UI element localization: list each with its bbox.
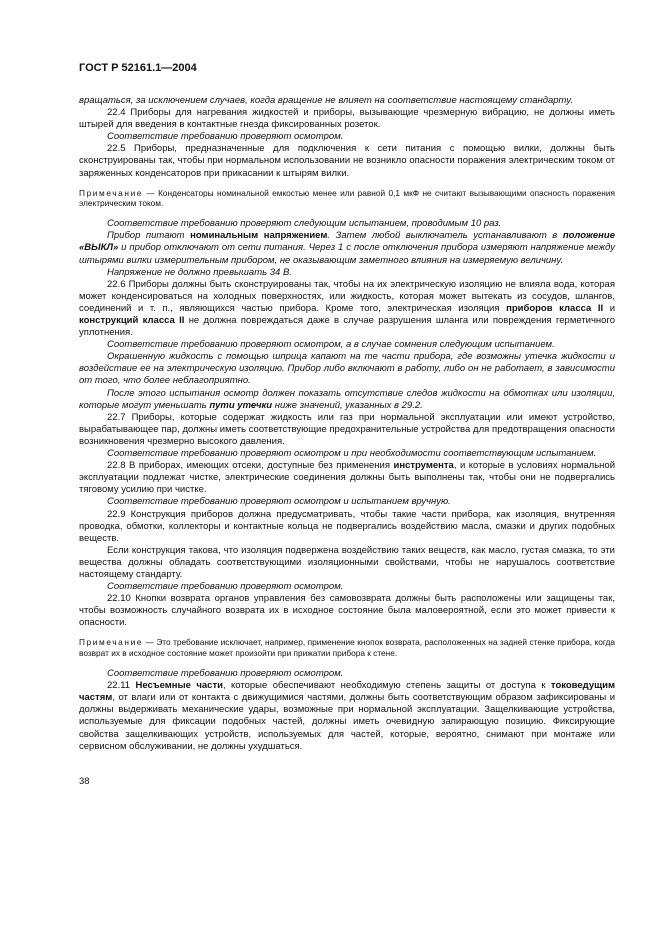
term-text: пути утечки: [209, 399, 273, 411]
paragraph-text: Напряжение не должно превышать 34 В.: [107, 266, 292, 278]
paragraph-text: 22.4 Приборы для нагревания жидкостей и приборы, вызывающие чрезмерную вибрацию, не должны иметь штырей для введения в контактные гнезда фиксированных розеток.: [79, 107, 615, 131]
paragraph: [79, 509, 615, 545]
paragraph: [79, 107, 615, 131]
paragraph: [79, 267, 615, 279]
paragraph: [79, 593, 615, 629]
paragraph: [79, 230, 615, 266]
paragraph-text: 22.11: [107, 680, 136, 692]
paragraph-text: , которые обеспечивают необходимую степень защиты от доступа к: [222, 680, 551, 692]
paragraph-text: Соответствие требованию проверяют осмотром.: [107, 668, 344, 680]
term-text: Несъемные части: [135, 680, 223, 692]
paragraph-text: , и которые в условиях нормальной эксплуатации подлежат чистке, электрические соединения должны быть выполнены так, чтобы они не подвергались тяговому усилию при чистке.: [79, 460, 616, 496]
paragraph: [79, 351, 615, 387]
paragraph-text: , от влаги или от контакта с движущимися частями, должны быть соответствующим образом зафиксированы и должны выдерживать механические удары, возможные при нормальной эксплуатации. Защелкивающие устройства, используемые для фиксации подобных частей, должны иметь очевидную запирающую позицию. Фиксирующие свойства защелкивающих устройств, используемых для частей, которые, вероятно, снимают при монтаже или сервисном обслуживании, не должны ухудшаться.: [79, 692, 615, 752]
paragraph-text: Прибор питают: [107, 230, 191, 242]
paragraph-text: Соответствие требованию проверяют следующим испытанием, проводимым 10 раз.: [107, 218, 502, 230]
paragraph: [79, 131, 615, 143]
paragraph-text: . Затем любой выключатель устанавливают в: [327, 230, 563, 242]
paragraph-text: После этого испытания осмотр должен показать отсутствие следов жидкости на обмотках или изоляции, которые могут уменьшать: [79, 387, 615, 411]
term-text: инструмента: [393, 460, 454, 472]
paragraph: [79, 448, 615, 460]
paragraph-text: 22.10 Кнопки возврата органов управления без самовозврата должны быть расположены или защищены так, чтобы возможность случайного возврата их в исходное состояние была маловероятной, если это может привести к опасности.: [79, 593, 615, 629]
term-text: токоведущим частям: [79, 680, 615, 704]
paragraph-text: 22.5 Приборы, предназначенные для подключения к сети питания с помощью вилки, должны быть сконструированы так, чтобы при нормальном использовании не возникло опасности поражения электрическим током от заряженных конденсаторов при прикасании к штырям вилки.: [79, 143, 615, 179]
note-label: Примечание: [79, 637, 144, 648]
paragraph-text: Соответствие требованию проверяют осмотром.: [107, 581, 344, 593]
paragraph: [79, 388, 615, 412]
paragraph-text: 22.6 Приборы должны быть сконструированы так, чтобы на их электрическую изоляцию не влияла вода, которая может конденсироваться на холодных поверхностях, или жидкость, которая может вытекать из сосудов, шлангов, соединений и т. п., являющихся частью прибора. Кроме того, электрическая изоляция: [79, 278, 615, 314]
paragraph-text: 22.8 В приборах, имеющих отсеки, доступные без применения: [107, 460, 394, 472]
paragraph-text: Окрашенную жидкость с помощью шприца капают на те части прибора, где возможны утечка жидкости и воздействие ее на электрическую изоляцию. Прибор либо включают в работу, либо он не работает, в зависимости от того, что более неблагоприятно.: [79, 351, 615, 387]
paragraph: [79, 339, 615, 351]
document-header: ГОСТ Р 52161.1—2004: [79, 62, 197, 74]
note-label: Примечание: [79, 187, 144, 198]
paragraph-text: Соответствие требованию проверяют осмотром и при необходимости соответствующим испытанием.: [107, 448, 597, 460]
paragraph: [79, 496, 615, 508]
paragraph: [79, 95, 615, 107]
paragraph: [79, 680, 615, 753]
paragraph: [79, 545, 615, 581]
paragraph-text: 22.9 Конструкция приборов должна предусматривать, чтобы такие части прибора, как изоляция, внутренняя проводка, обмотки, коллекторы и контактные кольца не подвергались воздействию масла, смазки и других подобных веществ.: [79, 508, 615, 544]
term-text: приборов класса II: [506, 302, 604, 314]
note-paragraph: [79, 188, 615, 210]
page-number: 38: [79, 775, 90, 787]
paragraph-text: Если конструкция такова, что изоляция подвержена воздействию таких веществ, как масло, густая смазка, то эти вещества должны обладать соответствующими изоляционными свойствами, чтобы не нарушалось соответствие настоящему стандарту.: [79, 544, 615, 580]
term-text: конструкций класса II: [79, 315, 185, 326]
paragraph-text: и прибор отключают от сети питания. Через 1 с после отключения прибора измеряют напряжение между штырями вилки измерительным прибором, не оказывающим заметного влияния на измеряемую величину.: [79, 242, 615, 266]
paragraph-text: Соответствие требованию проверяют осмотром, а в случае сомнения следующим испытанием.: [107, 339, 555, 351]
paragraph-text: Соответствие требованию проверяют осмотром и испытанием вручную.: [107, 496, 451, 508]
paragraph: [79, 668, 615, 680]
document-body: [79, 95, 615, 753]
paragraph: [79, 412, 615, 448]
paragraph-text: и: [603, 302, 616, 314]
paragraph-text: — Конденсаторы номинальной емкостью менее или равной 0,1 мкФ не считают вызывающими опасность поражения электрическим током.: [79, 187, 615, 209]
term-text: положение «ВЫКЛ»: [79, 230, 615, 254]
paragraph: [79, 143, 615, 179]
paragraph-text: — Это требование исключает, например, применение кнопок возврата, расположенных на задней стенке прибора, когда возврат их в исходное состояние может произойти при прижатии прибора к стене.: [79, 637, 615, 659]
paragraph-text: 22.7 Приборы, которые содержат жидкость или газ при нормальной эксплуатации или имеют устройство, вырабатывающее пар, должны иметь соответствующие предохранительные устройства для предотвращения опасности возникновения чрезмерно высокого давления.: [79, 411, 615, 447]
paragraph-text: Соответствие требованию проверяют осмотром.: [107, 131, 344, 143]
note-paragraph: [79, 637, 615, 659]
paragraph-text: не должна повреждаться даже в случае разрушения шланга или повреждения герметичного уплотнения.: [79, 315, 615, 339]
paragraph-text: ниже значений, указанных в 29.2.: [272, 399, 423, 411]
paragraph: [79, 218, 615, 230]
paragraph: [79, 279, 615, 339]
document-page: [79, 62, 615, 787]
term-text: номинальным напряжением: [190, 230, 328, 242]
paragraph-text: вращаться, за исключением случаев, когда вращение не влияет на соответствие настоящему стандарту.: [79, 95, 574, 106]
paragraph: [79, 460, 615, 496]
paragraph: [79, 581, 615, 593]
